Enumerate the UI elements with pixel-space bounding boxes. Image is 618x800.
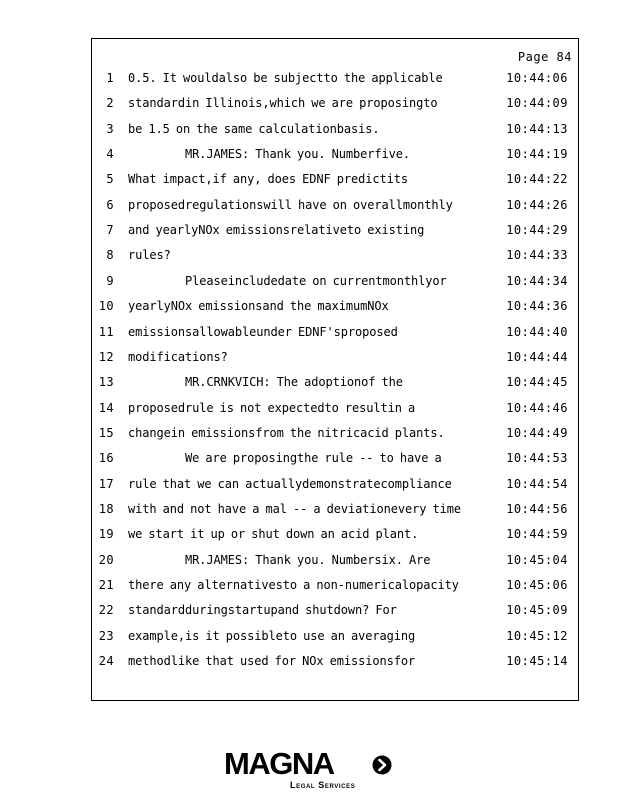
line-timestamp: 10:44:53 [506,451,568,466]
transcript-line [92,297,578,315]
line-number: 16 [98,451,114,466]
transcript-line [92,652,578,670]
line-text: example,is it possibleto use an averaging [128,628,416,643]
line-timestamp: 10:45:09 [506,603,568,618]
transcript-line [92,449,578,467]
line-timestamp: 10:44:44 [506,349,568,364]
line-text: be 1.5 on the same calculationbasis. [128,121,380,136]
line-text: 0.5. It wouldalso be subjectto the applicable [128,71,443,85]
line-text: rules? [128,248,171,263]
line-number: 2 [106,96,114,111]
line-number: 18 [98,501,114,516]
transcript-line [92,373,578,391]
line-number: 22 [98,603,114,618]
line-text: What impact,if any, does EDNF predictits [128,172,408,187]
transcript-line [92,246,578,264]
line-text: proposedregulationswill have on overallmonthly [128,197,453,212]
line-number: 3 [106,121,114,136]
transcript-line [92,170,578,188]
transcript-line [92,323,578,341]
line-number: 23 [98,628,114,643]
transcript-line [92,424,578,442]
line-number: 5 [106,172,114,187]
line-number: 6 [106,197,114,212]
line-number: 8 [106,248,114,263]
line-timestamp: 10:45:12 [506,628,568,643]
line-timestamp: 10:44:22 [506,172,568,187]
line-timestamp: 10:44:33 [506,248,568,263]
line-timestamp: 10:44:46 [506,400,568,415]
line-number: 9 [106,273,114,288]
transcript-line [92,525,578,543]
line-text: MR.JAMES: Thank you. Numberfive. [185,147,410,162]
transcript-line [92,500,578,518]
transcript-line [92,196,578,214]
line-text: changein emissionsfrom the nitricacid plants. [128,425,445,440]
transcript-line [92,551,578,569]
line-text: yearlyNOx emissionsand the maximumNOx [128,299,389,314]
line-timestamp: 10:44:40 [506,324,568,339]
transcript-line [92,120,578,138]
line-text: Pleaseincludedate on currentmonthlyor [185,273,447,288]
transcript-line [92,145,578,163]
line-number: 20 [98,552,114,567]
line-number: 4 [106,147,114,162]
line-number: 10 [98,299,114,314]
line-timestamp: 10:44:45 [506,375,568,390]
line-timestamp: 10:45:14 [506,654,568,669]
line-text: and yearlyNOx emissionsrelativeto existing [128,223,425,238]
line-number: 12 [98,349,114,364]
transcript-line [92,69,578,87]
line-text: emissionsallowableunder EDNF'sproposed [128,324,398,339]
transcript-line [92,399,578,417]
transcript-line [92,348,578,366]
line-timestamp: 10:44:09 [506,96,568,111]
line-number: 1 [106,71,114,85]
line-text: standardduringstartupand shutdown? For [128,603,397,618]
line-timestamp: 10:44:29 [506,223,568,238]
line-timestamp: 10:44:19 [506,147,568,162]
line-timestamp: 10:44:34 [506,273,568,288]
line-text: We are proposingthe rule -- to have a [185,451,442,466]
line-timestamp: 10:44:49 [506,425,568,440]
transcript-line [92,221,578,239]
transcript-line [92,475,578,493]
line-timestamp: 10:44:59 [506,527,568,542]
line-text: MR.JAMES: Thank you. Numbersix. Are [185,552,431,567]
line-number: 14 [98,400,114,415]
transcript-line [92,627,578,645]
line-text: methodlike that used for NOx emissionsfor [128,654,416,669]
logo-subtitle: Legal Services [290,780,356,790]
transcript-line [92,601,578,619]
magna-logo [224,748,396,792]
line-number: 11 [98,324,114,339]
line-timestamp: 10:44:36 [506,299,568,314]
line-text: there any alternativesto a non-numericalopacity [128,578,459,592]
line-text: rule that we can actuallydemonstratecompliance [128,476,452,491]
line-number: 15 [98,425,114,440]
line-timestamp: 10:44:54 [506,476,568,491]
line-number: 24 [98,654,114,669]
line-text: proposedrule is not expectedto resultin a [128,400,416,415]
transcript-line [92,272,578,290]
line-timestamp: 10:44:13 [506,121,568,136]
line-text: with and not have a mal -- a deviationevery time [128,501,461,516]
line-number: 19 [98,527,114,542]
chevron-right-circle-icon [372,755,392,775]
line-timestamp: 10:44:06 [506,71,568,85]
line-timestamp: 10:45:06 [506,578,568,592]
line-timestamp: 10:45:04 [506,552,568,567]
line-number: 17 [98,476,114,491]
page-number: Page 84 [517,50,572,64]
line-text: we start it up or shut down an acid plant. [128,527,419,542]
line-number: 21 [98,578,114,592]
line-timestamp: 10:44:26 [506,197,568,212]
line-text: standardin Illinois,which we are proposingto [128,96,438,111]
logo-wordmark: MAGNA [224,746,334,781]
line-timestamp: 10:44:56 [506,501,568,516]
transcript-line [92,576,578,594]
transcript-page [91,38,579,701]
line-text: modifications? [128,349,228,364]
line-text: MR.CRNKVICH: The adoptionof the [185,375,403,390]
line-number: 13 [98,375,114,390]
line-number: 7 [106,223,114,238]
transcript-line [92,94,578,112]
